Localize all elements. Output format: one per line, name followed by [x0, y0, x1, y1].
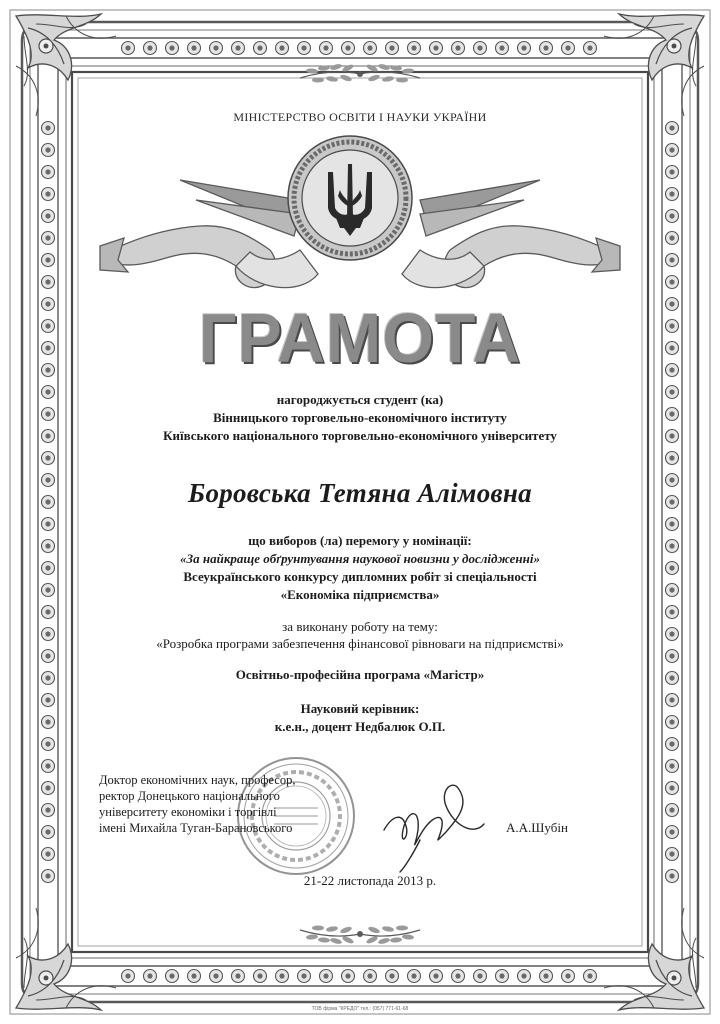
handwritten-signature-icon — [384, 785, 484, 872]
nomination-line-1: що виборов (ла) перемогу у номінації: — [248, 533, 472, 548]
ministry-heading: МІНІСТЕРСТВО ОСВІТИ І НАУКИ УКРАЇНИ — [233, 110, 487, 124]
work-line-2: «Розробка програми забезпечення фінансової рівноваги на підприємстві» — [156, 636, 564, 651]
issue-date: 21-22 листопада 2013 р. — [303, 873, 437, 888]
award-line-2: Вінницького торговельно-економічного інституту — [213, 410, 507, 425]
signatory-title-block — [99, 772, 295, 836]
bottom-laurel-ornament — [300, 925, 420, 944]
award-line-1: нагороджується студент (ка) — [276, 392, 444, 407]
nomination-line-2: «За найкраще обґрунтування наукової новизни у дослідженні» — [180, 551, 540, 566]
work-line-1: за виконану роботу на тему: — [282, 619, 438, 634]
trident-emblem-icon — [288, 136, 412, 260]
supervisor-name: к.е.н., доцент Недбалюк О.П. — [274, 719, 446, 734]
nomination-line-3: Всеукраїнського конкурсу дипломних робіт зі спеціальності — [183, 569, 537, 584]
award-line-3: Київського національного торговельно-економічного університету — [163, 428, 557, 443]
signatory-line-2: ректор Донецького національного — [99, 789, 280, 803]
supervisor-label: Науковий керівник: — [300, 701, 420, 716]
signatory-line-1: Доктор економічних наук, професор, — [99, 773, 296, 787]
printer-footer: ТОВ фірма "КРЕДО" тел.: (057) 771-61-68 — [311, 1006, 409, 1012]
signatory-line-3: університету економіки і торгівлі — [99, 805, 277, 819]
program-line: Освітньо-професійна програма «Магістр» — [235, 667, 485, 682]
nomination-line-4: «Економіка підприємства» — [280, 587, 440, 602]
recipient-name: Боровська Тетяна Алімовна — [188, 478, 532, 508]
certificate-title: ГРАМОТА — [198, 299, 522, 377]
signatory-name: А.А.Шубін — [506, 820, 568, 835]
signatory-line-4: імені Михайла Туган-Барановського — [99, 821, 293, 835]
